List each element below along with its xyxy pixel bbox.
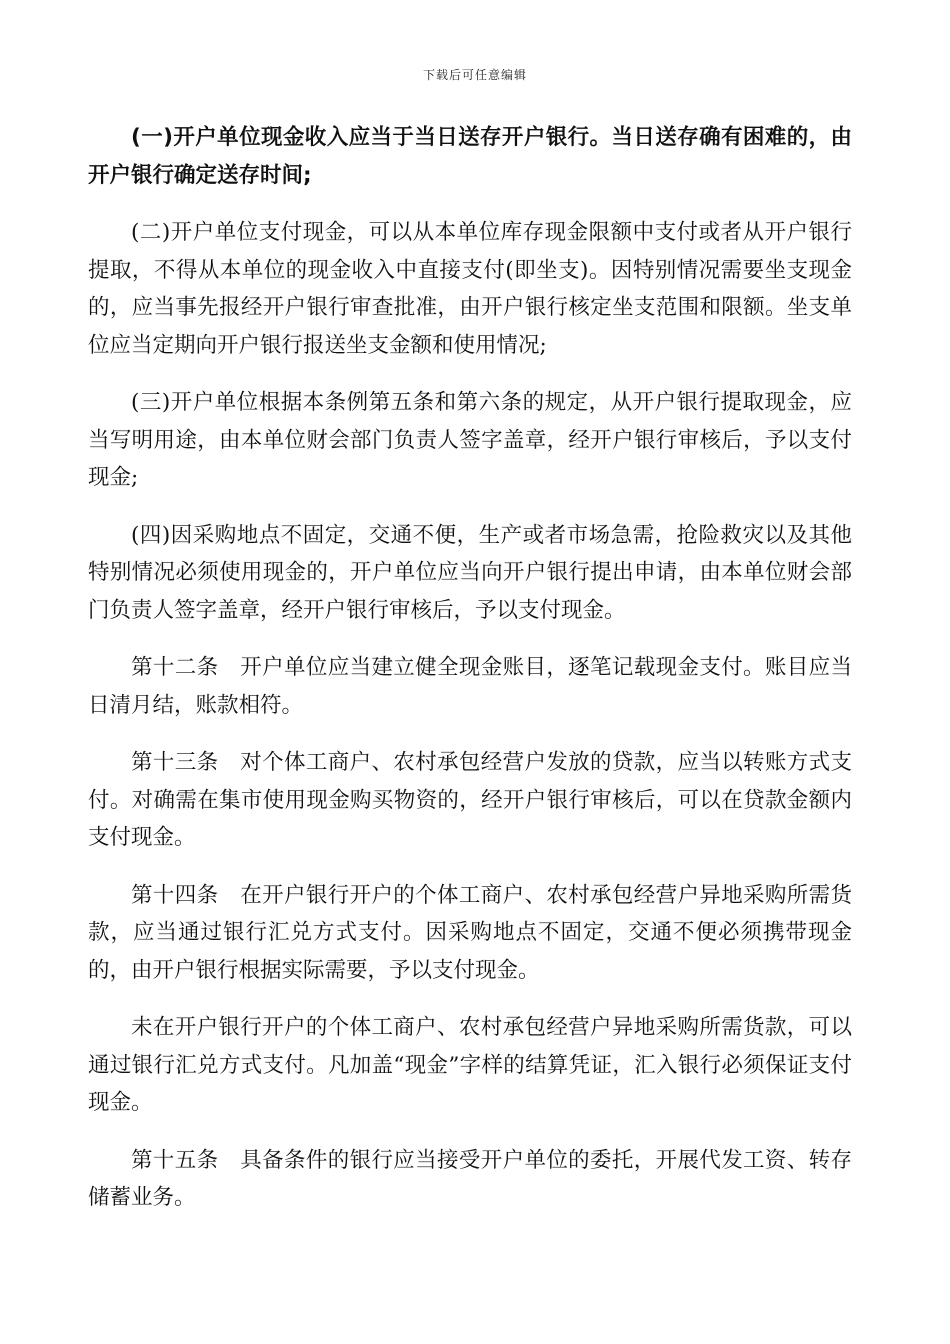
- paragraph-1: (一)开户单位现金收入应当于当日送存开户银行。当日送存确有困难的，由开户银行确定送存时间;: [88, 125, 852, 188]
- header-note: 下载后可任意编辑: [422, 68, 527, 82]
- document-body: [88, 119, 852, 1237]
- paragraph-2: (二)开户单位支付现金，可以从本单位库存现金限额中支付或者从开户银行提取，不得从本单位的现金收入中直接支付(即坐支)。因特别情况需要坐支现金的，应当事先报经开户银行审查批准，由开户银行核定坐支范围和限额。坐支单位应当定期向开户银行报送坐支金额和使用情况;: [88, 220, 852, 358]
- article-14-continued: 未在开户银行开户的个体工商户、农村承包经营户异地采购所需货款，可以通过银行汇兑方式支付。凡加盖“现金”字样的结算凭证，汇入银行必须保证支付现金。: [88, 1015, 852, 1115]
- paragraph-3: (三)开户单位根据本条例第五条和第六条的规定，从开户银行提取现金，应当写明用途，由本单位财会部门负责人签字盖章，经开户银行审核后，予以支付现金;: [88, 390, 852, 490]
- article-13: 第十三条 对个体工商户、农村承包经营户发放的贷款，应当以转账方式支付。对确需在集市使用现金购买物资的，经开户银行审核后，可以在贷款金额内支付现金。: [88, 750, 852, 850]
- article-14: 第十四条 在开户银行开户的个体工商户、农村承包经营户异地采购所需货款，应当通过银行汇兑方式支付。因采购地点不固定，交通不便必须携带现金的，由开户银行根据实际需要，予以支付现金。: [88, 882, 852, 983]
- article-15: 第十五条 具备条件的银行应当接受开户单位的委托，开展代发工资、转存储蓄业务。: [88, 1147, 852, 1210]
- paragraph-4: (四)因采购地点不固定，交通不便，生产或者市场急需，抢险救灾以及其他特别情况必须使用现金的，开户单位应当向开户银行提出申请，由本单位财会部门负责人签字盖章，经开户银行审核后，予以支付现金。: [88, 522, 852, 623]
- article-12: 第十二条 开户单位应当建立健全现金账目，逐笔记载现金支付。账目应当日清月结，账款相符。: [88, 655, 852, 718]
